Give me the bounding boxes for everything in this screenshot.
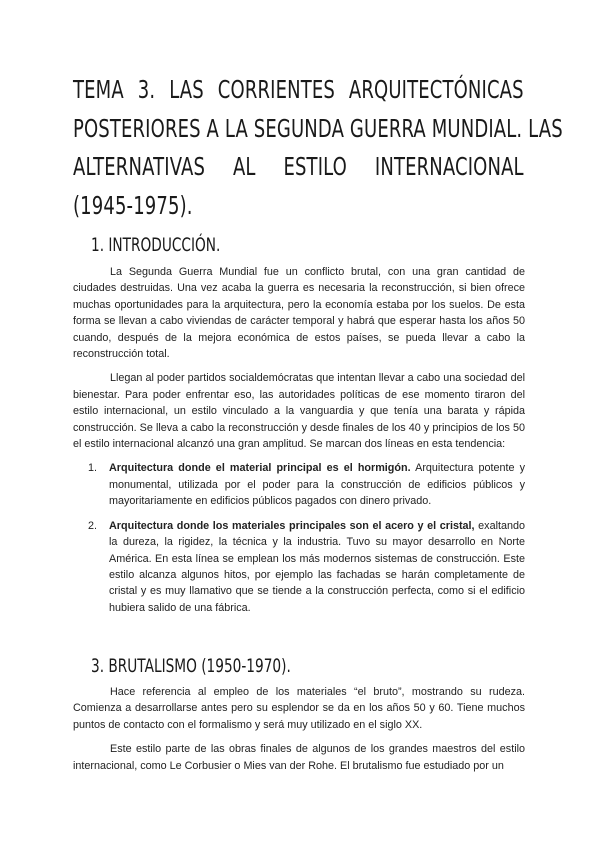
list-item-text: exaltando la dureza, la rigidez, la técnica y la industria. Tuvo su mayor desarrollo en Norte América. En esta línea se emplean los más modernos sistemas de construcción. Este estilo alcanza algunos hitos, por ejemplo las fachadas se harán completamente de cristal y es muy llamativo que se tiende a la construcción perfecta, como si el edificio hubiera salido de una fábrica. [109, 519, 525, 614]
section-body-introduccion [73, 264, 525, 624]
list-item [73, 518, 525, 616]
title-line: ALTERNATIVAS AL ESTILO INTERNACIONAL [73, 152, 524, 181]
list-item-title: Arquitectura donde el material principal es el hormigón. [109, 462, 411, 475]
paragraph: La Segunda Guerra Mundial fue un conflicto brutal, con una gran cantidad de ciudades destruidas. Una vez acaba la guerra es necesaria la reconstrucción, si bien ofrece muchas oportunidades para la arquitectura, pero la economía estaba por los suelos. De esta forma se llevan a cabo viviendas de carácter temporal y habrá que esperar hasta los años 50 cuando, después de la mejora económica de estos países, se pueda llevar a cabo la reconstrucción total. [73, 266, 525, 361]
list-item-text: Arquitectura potente y monumental, utilizada por el poder para la construcción de edificios públicos y mayoritariamente en edificios públicos pagados con dinero privado. [109, 462, 525, 508]
paragraph: Este estilo parte de las obras finales de algunos de los grandes maestros del estilo internacional, como Le Corbusier o Mies van der Rohe. El brutalismo fue estudiado por un [73, 743, 525, 772]
section-body-brutalismo [73, 684, 525, 782]
paragraph: Hace referencia al empleo de los materiales “el bruto”, mostrando su rudeza. Comienza a desarrollarse antes pero su esplendor se da en los años 50 y 60. Tiene muchos puntos de contacto con el formalismo y será muy utilizado en el siglo XX. [73, 686, 525, 731]
title-line: POSTERIORES A LA SEGUNDA GUERRA MUNDIAL. LAS [73, 113, 563, 143]
list-number: 1. [88, 462, 98, 475]
list-number: 2. [88, 519, 98, 532]
section-heading-introduccion: 1. INTRODUCCIÓN. [91, 234, 221, 256]
title-line: (1945-1975). [73, 190, 193, 220]
numbered-list [73, 460, 525, 616]
list-item-title: Arquitectura donde los materiales principales son el acero y el cristal, [109, 519, 475, 532]
paragraph: Llegan al poder partidos socialdemócratas que intentan llevar a cabo una sociedad del bienestar. Para poder enfrentar eso, las autoridades políticas de ese momento tiraron del estilo internacional, un estilo vinculado a la vanguardia y que tenía una barata y rápida construcción. Se lleva a cabo la reconstrucción y desde finales de los 40 y principios de los 50 el estilo internacional alcanzó una gran amplitud. Se marcan dos líneas en esta tendencia: [73, 372, 525, 451]
title-line: TEMA 3. LAS CORRIENTES ARQUITECTÓNICAS [73, 75, 524, 104]
document-title [73, 71, 563, 225]
list-item [73, 460, 525, 509]
section-heading-brutalismo: 3. BRUTALISMO (1950-1970). [91, 655, 291, 677]
